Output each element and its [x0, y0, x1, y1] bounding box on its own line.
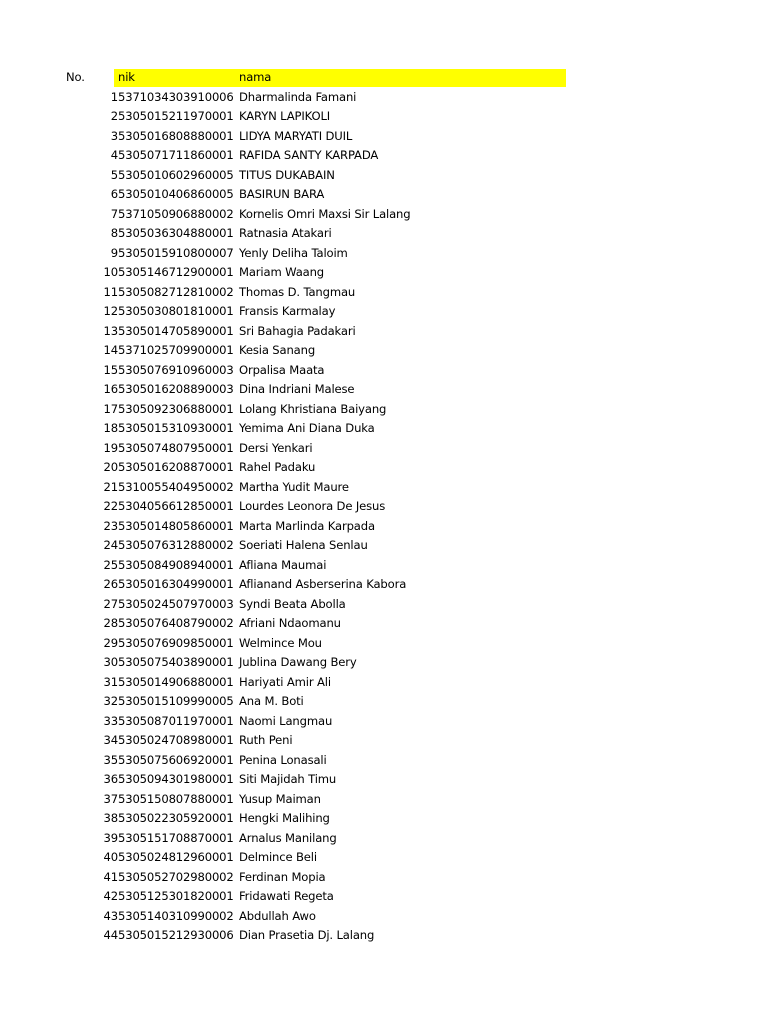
- cell-no[interactable]: 17: [103, 401, 118, 416]
- cell-no[interactable]: 38: [103, 811, 118, 825]
- table-row: [0, 536, 768, 556]
- cell-nama[interactable]: Fridawati Regeta: [239, 889, 334, 903]
- cell-no[interactable]: 12: [103, 304, 118, 318]
- table-row: [0, 634, 768, 654]
- cell-nik[interactable]: 5305030801810001: [118, 304, 234, 318]
- cell-nama[interactable]: Yemima Ani Diana Duka: [239, 421, 375, 435]
- cell-nik[interactable]: 5305015211970001: [118, 109, 234, 123]
- cell-no[interactable]: 27: [103, 596, 118, 611]
- cell-no[interactable]: 19: [103, 440, 118, 455]
- cell-nama[interactable]: Dina Indriani Malese: [239, 382, 355, 396]
- table-row: [0, 614, 768, 634]
- table-row: [0, 712, 768, 732]
- table-row: [0, 263, 768, 283]
- cell-nama[interactable]: Yenly Deliha Taloim: [239, 245, 348, 260]
- table-row: [0, 419, 768, 439]
- table-row: [0, 127, 768, 147]
- cell-no[interactable]: 37: [103, 791, 118, 806]
- table-row: [0, 770, 768, 790]
- cell-nik[interactable]: 5305052702980002: [118, 869, 234, 884]
- cell-nama[interactable]: Aflianand Asberserina Kabora: [239, 577, 407, 591]
- spreadsheet-table: [0, 68, 768, 946]
- table-row: [0, 380, 768, 400]
- cell-nama[interactable]: Martha Yudit Maure: [239, 479, 349, 494]
- cell-nama[interactable]: Thomas D. Tangmau: [239, 284, 356, 299]
- cell-nik[interactable]: 5305084908940001: [118, 557, 234, 572]
- cell-nik[interactable]: 5305014705890001: [118, 323, 234, 338]
- table-row: [0, 497, 768, 517]
- cell-no[interactable]: 7: [110, 206, 118, 221]
- cell-nik[interactable]: 5305075606920001: [118, 752, 234, 767]
- table-row: [0, 439, 768, 459]
- cell-nik[interactable]: 5305071711860001: [118, 148, 234, 162]
- table-row: [0, 926, 768, 946]
- cell-nama[interactable]: RAFIDA SANTY KARPADA: [239, 148, 379, 162]
- cell-nama[interactable]: Fransis Karmalay: [239, 304, 336, 318]
- cell-nama[interactable]: Jublina Dawang Bery: [239, 655, 357, 669]
- table-row: [0, 556, 768, 576]
- table-row: [0, 673, 768, 693]
- cell-no[interactable]: 23: [103, 518, 118, 533]
- cell-no[interactable]: 21: [103, 479, 118, 494]
- cell-nama[interactable]: Dian Prasetia Dj. Lalang: [239, 928, 375, 942]
- cell-nama[interactable]: Kesia Sanang: [239, 343, 316, 357]
- cell-nik[interactable]: 5305036304880001: [118, 226, 234, 240]
- cell-nama[interactable]: Hariyati Amir Ali: [239, 674, 331, 689]
- table-row: [0, 907, 768, 927]
- table-row: [0, 244, 768, 264]
- cell-no[interactable]: 31: [103, 674, 118, 689]
- cell-nik[interactable]: 5305024812960001: [118, 850, 234, 864]
- cell-nik[interactable]: 5305140310990002: [118, 908, 234, 923]
- cell-nik[interactable]: 5305125301820001: [118, 889, 234, 903]
- cell-nik[interactable]: 5305024507970003: [118, 596, 234, 611]
- cell-nama[interactable]: Abdullah Awo: [239, 908, 316, 923]
- cell-nama[interactable]: Sri Bahagia Padakari: [239, 323, 356, 338]
- cell-no[interactable]: 18: [103, 421, 118, 435]
- table-row: [0, 166, 768, 186]
- cell-nik[interactable]: 5305076909850001: [118, 635, 234, 650]
- cell-nama[interactable]: Afriani Ndaomanu: [239, 616, 341, 630]
- cell-no[interactable]: 35: [103, 752, 118, 767]
- cell-nik[interactable]: 5305014906880001: [118, 674, 234, 689]
- table-row: [0, 283, 768, 303]
- cell-nik[interactable]: 5305016808880001: [118, 128, 234, 143]
- cell-no[interactable]: 28: [103, 616, 118, 630]
- cell-no[interactable]: 24: [103, 538, 118, 552]
- cell-nik[interactable]: 5305076408790002: [118, 616, 234, 630]
- cell-nama[interactable]: Ana M. Boti: [239, 694, 304, 708]
- column-header-nama[interactable]: nama: [239, 70, 272, 84]
- cell-nama[interactable]: Mariam Waang: [239, 265, 325, 279]
- cell-nama[interactable]: Lourdes Leonora De Jesus: [239, 499, 386, 513]
- cell-nama[interactable]: Ratnasia Atakari: [239, 226, 332, 240]
- cell-nama[interactable]: Arnalus Manilang: [239, 830, 337, 845]
- cell-nik[interactable]: 5310055404950002: [118, 479, 234, 494]
- cell-no[interactable]: 32: [103, 694, 118, 708]
- cell-nama[interactable]: Dharmalinda Famani: [239, 89, 357, 104]
- cell-no[interactable]: 29: [103, 635, 118, 650]
- table-row: [0, 361, 768, 381]
- cell-no[interactable]: 6: [110, 187, 118, 201]
- cell-nik[interactable]: 5305087011970001: [118, 713, 234, 728]
- cell-nik[interactable]: 5305015212930006: [118, 928, 234, 942]
- cell-nik[interactable]: 5305082712810002: [118, 284, 234, 299]
- table-row: [0, 887, 768, 907]
- table-row: [0, 517, 768, 537]
- table-row: [0, 458, 768, 478]
- cell-nik[interactable]: 5305151708870001: [118, 830, 234, 845]
- cell-nik[interactable]: 5305074807950001: [118, 440, 234, 455]
- cell-no[interactable]: 11: [103, 284, 118, 299]
- table-row: [0, 653, 768, 673]
- cell-nama[interactable]: Yusup Maiman: [239, 791, 321, 806]
- cell-nik[interactable]: 5305024708980001: [118, 733, 234, 747]
- table-row: [0, 751, 768, 771]
- cell-nik[interactable]: 5305015910800007: [118, 245, 234, 260]
- cell-no[interactable]: 13: [103, 323, 118, 338]
- cell-nama[interactable]: BASIRUN BARA: [239, 187, 325, 201]
- cell-no[interactable]: 2: [110, 109, 118, 123]
- cell-nik[interactable]: 5305015109990005: [118, 694, 234, 708]
- cell-nik[interactable]: 5305016208870001: [118, 460, 234, 474]
- table-row: [0, 731, 768, 751]
- cell-nama[interactable]: Welmince Mou: [239, 635, 322, 650]
- cell-no[interactable]: 36: [103, 772, 118, 786]
- cell-no[interactable]: 3: [110, 128, 118, 143]
- cell-no[interactable]: 9: [110, 245, 118, 260]
- table-row: [0, 848, 768, 868]
- table-row: [0, 341, 768, 361]
- cell-nik[interactable]: 5371025709900001: [118, 343, 234, 357]
- cell-no[interactable]: 8: [110, 226, 118, 240]
- table-row: [0, 400, 768, 420]
- table-row: [0, 478, 768, 498]
- cell-nama[interactable]: Lolang Khristiana Baiyang: [239, 401, 387, 416]
- table-row: [0, 868, 768, 888]
- table-row: [0, 790, 768, 810]
- cell-no[interactable]: 5: [110, 167, 118, 182]
- table-row: [0, 88, 768, 108]
- cell-nik[interactable]: 5305016208890003: [118, 382, 234, 396]
- cell-nama[interactable]: Orpalisa Maata: [239, 362, 325, 377]
- cell-nama[interactable]: Naomi Langmau: [239, 713, 333, 728]
- column-header-no[interactable]: No.: [66, 70, 85, 84]
- cell-no[interactable]: 1: [110, 89, 118, 104]
- table-row: [0, 224, 768, 244]
- table-row: [0, 829, 768, 849]
- cell-nik[interactable]: 5305016304990001: [118, 577, 234, 591]
- table-row: [0, 322, 768, 342]
- cell-no[interactable]: 26: [103, 577, 118, 591]
- header-highlight: [114, 69, 566, 87]
- cell-no[interactable]: 33: [103, 713, 118, 728]
- cell-nama[interactable]: Rahel Padaku: [239, 460, 316, 474]
- cell-no[interactable]: 43: [103, 908, 118, 923]
- cell-nik[interactable]: 5305076312880002: [118, 538, 234, 552]
- cell-nama[interactable]: Dersi Yenkari: [239, 440, 313, 455]
- cell-no[interactable]: 22: [103, 499, 118, 513]
- cell-nama[interactable]: TITUS DUKABAIN: [239, 167, 335, 182]
- cell-no[interactable]: 42: [103, 889, 118, 903]
- table-row: [0, 302, 768, 322]
- cell-nik[interactable]: 5304056612850001: [118, 499, 234, 513]
- table-body: [0, 88, 768, 946]
- cell-nama[interactable]: LIDYA MARYATI DUIL: [239, 128, 353, 143]
- cell-nik[interactable]: 5305022305920001: [118, 811, 234, 825]
- table-row: [0, 185, 768, 205]
- cell-nama[interactable]: Syndi Beata Abolla: [239, 596, 346, 611]
- cell-no[interactable]: 39: [103, 830, 118, 845]
- cell-no[interactable]: 14: [103, 343, 118, 357]
- cell-nama[interactable]: Siti Majidah Timu: [239, 772, 337, 786]
- cell-no[interactable]: 40: [103, 850, 118, 864]
- cell-nama[interactable]: Penina Lonasali: [239, 752, 327, 767]
- cell-no[interactable]: 30: [103, 655, 118, 669]
- cell-no[interactable]: 15: [103, 362, 118, 377]
- table-row: [0, 205, 768, 225]
- cell-nik[interactable]: 5305094301980001: [118, 772, 234, 786]
- cell-nama[interactable]: KARYN LAPIKOLI: [239, 109, 331, 123]
- cell-no[interactable]: 16: [103, 382, 118, 396]
- cell-nik[interactable]: 5305010602960005: [118, 167, 234, 182]
- table-row: [0, 692, 768, 712]
- cell-nik[interactable]: 5305146712900001: [118, 265, 234, 279]
- cell-no[interactable]: 41: [103, 869, 118, 884]
- cell-nik[interactable]: 5305092306880001: [118, 401, 234, 416]
- cell-nama[interactable]: Delmince Beli: [239, 850, 317, 864]
- cell-nama[interactable]: Afliana Maumai: [239, 557, 327, 572]
- cell-nama[interactable]: Ruth Peni: [239, 733, 293, 747]
- table-row: [0, 595, 768, 615]
- cell-nik[interactable]: 5305150807880001: [118, 791, 234, 806]
- cell-no[interactable]: 20: [103, 460, 118, 474]
- cell-nama[interactable]: Marta Marlinda Karpada: [239, 518, 375, 533]
- cell-no[interactable]: 34: [103, 733, 118, 747]
- cell-no[interactable]: 44: [103, 928, 118, 942]
- cell-nama[interactable]: Ferdinan Mopia: [239, 869, 326, 884]
- cell-nik[interactable]: 5305010406860005: [118, 187, 234, 201]
- table-row: [0, 809, 768, 829]
- cell-nik[interactable]: 5305015310930001: [118, 421, 234, 435]
- table-row: [0, 107, 768, 127]
- cell-nama[interactable]: Soeriati Halena Senlau: [239, 538, 368, 552]
- cell-nik[interactable]: 5371034303910006: [118, 89, 234, 104]
- cell-nik[interactable]: 5305075403890001: [118, 655, 234, 669]
- cell-no[interactable]: 10: [103, 265, 118, 279]
- column-header-nik[interactable]: nik: [118, 70, 135, 84]
- cell-nama[interactable]: Hengki Malihing: [239, 811, 330, 825]
- table-row: [0, 146, 768, 166]
- cell-no[interactable]: 25: [103, 557, 118, 572]
- cell-nik[interactable]: 5305014805860001: [118, 518, 234, 533]
- cell-nik[interactable]: 5371050906880002: [118, 206, 234, 221]
- cell-nama[interactable]: Kornelis Omri Maxsi Sir Lalang: [239, 206, 411, 221]
- cell-nik[interactable]: 5305076910960003: [118, 362, 234, 377]
- cell-no[interactable]: 4: [110, 148, 118, 162]
- table-row: [0, 575, 768, 595]
- header-row: [0, 68, 768, 88]
